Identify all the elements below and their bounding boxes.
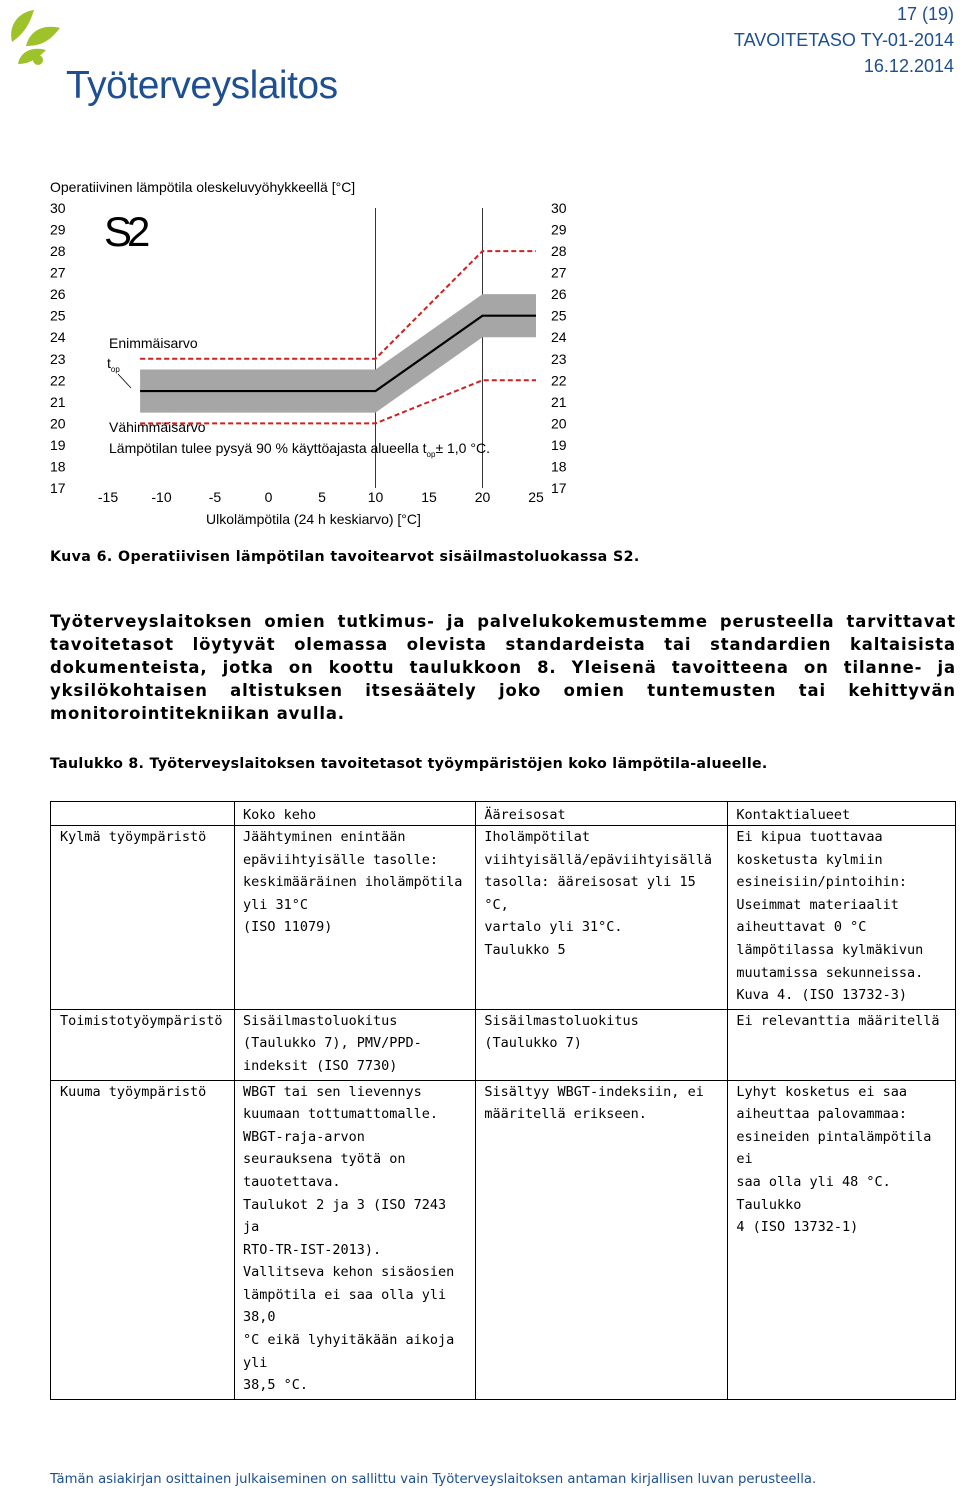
y-tick-label-left: 29 xyxy=(50,221,66,238)
x-tick-label: 25 xyxy=(528,489,544,505)
y-tick-label-left: 26 xyxy=(50,286,66,303)
cell-line: 4 (ISO 13732-1) xyxy=(736,1219,859,1236)
cell-line: Vallitseva kehon sisäosien xyxy=(242,1264,455,1281)
cell-line: määritellä erikseen. xyxy=(484,1106,647,1123)
annotation-max: Enimmäisarvo xyxy=(109,335,198,351)
table-header-cell xyxy=(51,802,235,826)
y-tick-label-left: 24 xyxy=(50,329,66,346)
cell-line: WBGT tai sen lievennys xyxy=(242,1083,422,1100)
table-header-cell: Kontaktialueet xyxy=(728,802,956,826)
y-tick-label-left: 17 xyxy=(50,480,66,496)
cell-line: Sisäilmastoluokitus xyxy=(242,1012,398,1029)
cell-line: vartalo yli 31°C. xyxy=(484,919,623,936)
cell-line: kosketusta kylmiin xyxy=(736,851,883,868)
x-tick-label: -15 xyxy=(97,489,119,505)
table-row xyxy=(51,1080,956,1399)
cell-line: (ISO 11079) xyxy=(242,919,333,936)
cell-line: Useimmat materiaalit xyxy=(736,896,899,913)
y-tick-label-right: 28 xyxy=(551,243,567,260)
tolerance-band xyxy=(140,294,536,412)
y-tick-label-left: 28 xyxy=(50,243,66,260)
contact-cell xyxy=(728,826,956,1010)
cell-line: epäviihtyisälle tasolle: xyxy=(242,851,439,868)
extremities-cell xyxy=(476,1080,728,1399)
table-header-cell: Ääreisosat xyxy=(476,802,728,826)
cell-line: Ei kipua tuottavaa xyxy=(736,829,883,845)
cell-line: Taulukot 2 ja 3 (ISO 7243 ja xyxy=(242,1196,447,1236)
cell-line: Iholämpötilat xyxy=(484,829,591,845)
x-tick-label: 10 xyxy=(367,489,384,505)
cell-line: esineisiin/pintoihin: xyxy=(736,874,907,891)
chart-title: Operatiivinen lämpötila oleskeluvyöhykkeellä [°C] xyxy=(50,179,356,195)
table-header-row xyxy=(51,802,956,826)
cell-line: kuumaan tottumattomalle. xyxy=(242,1106,439,1123)
figure-caption: Kuva 6. Operatiivisen lämpötilan tavoitearvot sisäilmastoluokassa S2. xyxy=(50,549,640,565)
annotation-top: $t_{op}$ xyxy=(107,355,120,374)
body-paragraph: Työterveyslaitoksen omien tutkimus- ja palvelukokemustemme perusteella tarvittavat tavoitetasot löytyvät olemassa olevista standardeista tai standardien kaltaisista dokumenteista, jotka on koottu taulukkoon 8. Yleisenä tavoitteena on tilanne- ja yksilökohtaisen altistuksen itsesäätely joko omien tuntemusten tai kehittyvän monitorointitekniikan avulla. xyxy=(50,612,956,723)
environment-cell: Kylmä työympäristö xyxy=(51,826,235,1010)
body-cell xyxy=(234,826,475,1010)
cell-line: Taulukko 5 xyxy=(484,941,566,958)
extremities-cell xyxy=(476,1009,728,1080)
y-tick-label-left: 30 xyxy=(50,200,66,216)
contact-cell xyxy=(728,1009,956,1080)
cell-line: RTO-TR-IST-2013). xyxy=(242,1241,382,1258)
body-cell xyxy=(234,1080,475,1399)
cell-line: seurauksena työtä on xyxy=(242,1151,406,1168)
extremities-cell xyxy=(476,826,728,1010)
cell-line: Sisältyy WBGT-indeksiin, ei xyxy=(484,1083,704,1100)
environment-cell: Toimistotyöympäristö xyxy=(51,1009,235,1080)
cell-line: tauotettava. xyxy=(242,1173,341,1190)
cell-line: Jäähtyminen enintään xyxy=(242,829,406,845)
cell-line: WBGT-raja-arvon xyxy=(242,1128,365,1145)
cell-line: tasolla: ääreisosat yli 15 °C, xyxy=(484,874,696,913)
y-tick-label-left: 21 xyxy=(50,393,66,410)
y-tick-label-right: 19 xyxy=(551,436,567,453)
table-row xyxy=(51,1009,956,1080)
y-tick-label-right: 22 xyxy=(551,372,567,389)
document-date: 16.12.2014 xyxy=(863,56,954,76)
x-tick-label: -5 xyxy=(208,489,222,505)
y-tick-label-right: 29 xyxy=(551,221,567,238)
cell-line: Ei relevanttia määritellä xyxy=(736,1012,940,1029)
cell-line: yli 31°C xyxy=(242,896,308,913)
y-tick-label-left: 22 xyxy=(50,372,66,389)
cell-line: Sisäilmastoluokitus xyxy=(484,1012,639,1029)
document-code: TAVOITETASO TY-01-2014 xyxy=(733,30,954,50)
cell-line: lämpötila ei saa olla yli 38,0 xyxy=(242,1286,447,1326)
cell-line: Kuva 4. (ISO 13732-3) xyxy=(736,987,907,1004)
logo-text: Työterveyslaitos xyxy=(66,64,338,107)
x-tick-label: 5 xyxy=(318,489,326,505)
cell-line: 38,5 °C. xyxy=(242,1377,308,1394)
cell-line: (Taulukko 7), PMV/PPD- xyxy=(242,1035,422,1052)
logo-leaf-icon xyxy=(4,2,68,74)
table-caption: Taulukko 8. Työterveyslaitoksen tavoitetasot työympäristöjen koko lämpötila-alueelle. xyxy=(50,756,768,772)
x-tick-label: 20 xyxy=(474,489,491,505)
y-axis-right xyxy=(551,200,567,496)
y-tick-label-left: 23 xyxy=(50,350,66,367)
cell-line: aiheuttavat 0 °C xyxy=(736,919,867,936)
cell-line: muutamissa sekunneissa. xyxy=(736,964,924,981)
y-tick-label-right: 23 xyxy=(551,350,567,367)
y-tick-label-right: 26 xyxy=(551,286,567,303)
cell-line: aiheuttaa palovammaa: xyxy=(736,1106,907,1123)
x-tick-label: -10 xyxy=(151,489,172,505)
y-tick-label-right: 30 xyxy=(551,200,567,216)
y-tick-label-left: 18 xyxy=(50,458,66,475)
annotation-tolerance: Lämpötilan tulee pysyä 90 % käyttöajasta alueella $t_{op}\pm 1,0$ °C. xyxy=(109,440,490,459)
y-tick-label-right: 24 xyxy=(551,329,567,346)
y-tick-label-right: 27 xyxy=(551,264,567,281)
cell-line: indeksit (ISO 7730) xyxy=(242,1057,398,1074)
table-header-cell: Koko keho xyxy=(234,802,475,826)
environment-cell: Kuuma työympäristö xyxy=(51,1080,235,1399)
x-tick-label: 15 xyxy=(421,489,437,505)
target-levels-table xyxy=(50,801,956,1400)
y-tick-label-right: 20 xyxy=(551,415,567,432)
y-tick-label-right: 21 xyxy=(551,393,567,410)
x-tick-label: 0 xyxy=(264,489,273,505)
y-tick-label-left: 27 xyxy=(50,264,66,281)
y-tick-label-right: 25 xyxy=(551,307,567,324)
x-axis xyxy=(98,489,544,505)
y-tick-label-left: 19 xyxy=(50,436,66,453)
chart-class-label: S2 xyxy=(104,208,146,255)
x-axis-label: Ulkolämpötila (24 h keskiarvo) [°C] xyxy=(206,511,421,527)
y-tick-label-left: 20 xyxy=(50,415,66,432)
page-number: 17 (19) xyxy=(896,4,954,24)
cell-line: (Taulukko 7) xyxy=(484,1035,582,1052)
cell-line: saa olla yli 48 °C. Taulukko xyxy=(736,1173,891,1213)
y-tick-label-left: 25 xyxy=(50,307,66,324)
cell-line: viihtyisällä/epäviihtyisällä xyxy=(484,851,712,868)
cell-line: lämpötilassa kylmäkivun xyxy=(736,941,924,958)
y-tick-label-right: 17 xyxy=(551,480,567,496)
y-tick-label-right: 18 xyxy=(551,458,567,475)
cell-line: keskimääräinen iholämpötila xyxy=(242,874,463,891)
table-row xyxy=(51,826,956,1010)
y-axis-left xyxy=(50,200,66,496)
footer-notice: Tämän asiakirjan osittainen julkaiseminen on sallittu vain Työterveyslaitoksen antaman kirjallisen luvan perusteella. xyxy=(50,1472,817,1487)
annotation-min: Vähimmäisarvo xyxy=(109,419,206,435)
cell-line: °C eikä lyhyitäkään aikoja yli xyxy=(242,1332,455,1371)
body-cell xyxy=(234,1009,475,1080)
temperature-chart xyxy=(40,170,600,530)
contact-cell xyxy=(728,1080,956,1399)
cell-line: esineiden pintalämpötila ei xyxy=(736,1128,932,1168)
cell-line: Lyhyt kosketus ei saa xyxy=(736,1083,907,1100)
